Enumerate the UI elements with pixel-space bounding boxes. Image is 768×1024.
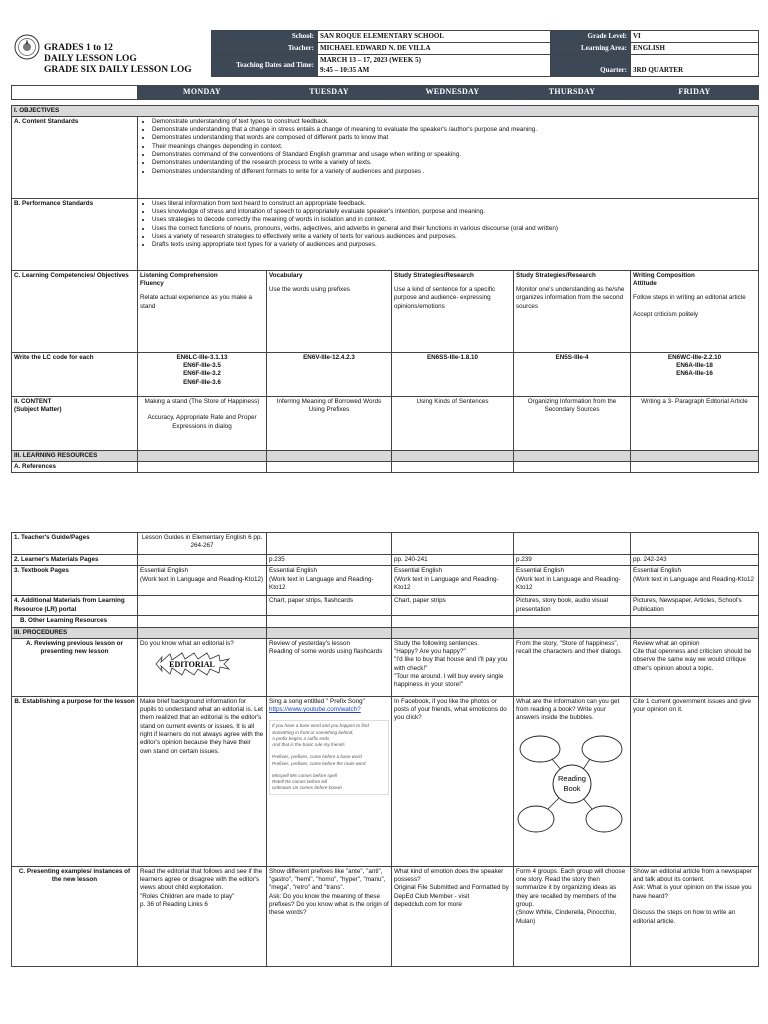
proc-b-label: B. Establishing a purpose for the lesson bbox=[12, 696, 138, 866]
textbook-label: 3. Textbook Pages bbox=[12, 566, 138, 596]
content-standard-item: • Demonstrates understanding that words are composed of different parts to know that bbox=[152, 134, 756, 142]
competency-title: Vocabulary bbox=[269, 271, 303, 279]
bubble-map-diagram bbox=[516, 727, 626, 839]
additional-materials-friday: Pictures, Newspaper, Articles, School's Publication bbox=[631, 596, 759, 616]
textbook-monday: Essential English (Work text in Language and Reading-Kto12) bbox=[138, 566, 267, 596]
proc-b-thursday-text: What are the information can you get from reading a book? Write your answers inside the bubbles. bbox=[516, 697, 620, 722]
proc-a-monday-text: Do you know what an editorial is? bbox=[140, 639, 234, 647]
content-item-monday: Making a stand (The Store of Happiness) Accuracy, Appropriate Rate and Proper Expressions in dialog bbox=[138, 396, 267, 450]
competency-body: Use a kind of sentence for a specific purpose and audience- expressing opinions/emotions bbox=[394, 286, 496, 310]
teacher-guide-friday bbox=[631, 533, 759, 555]
lc-code-label: Write the LC code for each bbox=[12, 352, 138, 396]
content-item-tuesday: Inferring Meaning of Borrowed Words Using Prefixes bbox=[267, 396, 392, 450]
references-label: A. References bbox=[12, 462, 138, 473]
textbook-wednesday: Essential English (Work text in Language and Reading-Kto12 bbox=[392, 566, 514, 596]
proc-b-tuesday-text: Sing a song entitled " Prefix Song" bbox=[269, 697, 365, 705]
title-line-3: GRADE SIX DAILY LESSON LOG bbox=[44, 65, 192, 75]
proc-a-label: A. Reviewing previous lesson or presenting new lesson bbox=[12, 638, 138, 696]
lesson-table-page2 bbox=[11, 532, 758, 967]
content-item-wednesday: Using Kinds of Sentences bbox=[392, 396, 514, 450]
competency-wednesday bbox=[392, 270, 514, 352]
area-label: Learning Area: bbox=[551, 43, 631, 55]
additional-materials-label: 4. Additional Materials from Learning Resource (LR) portal bbox=[12, 596, 138, 616]
additional-materials-tuesday: Chart, paper strips, flashcards bbox=[267, 596, 392, 616]
performance-standard-item: • Uses literal information from text heard to construct an appropriate feedback. bbox=[152, 200, 756, 208]
content-standard-item: • Demonstrate understanding that a change in stress entails a change of meaning to evaluate the speaker's /author's purpose and meaning. bbox=[152, 126, 756, 134]
competency-title: Study Strategies/Research bbox=[394, 271, 474, 279]
other-resources-label: B. Other Learning Resources bbox=[12, 616, 138, 627]
content-item-friday: Writing a 3- Paragraph Editorial Article bbox=[631, 396, 759, 450]
performance-standard-item: • Uses strategies to decode correctly the meaning of words in isolation and in context. bbox=[152, 216, 756, 224]
competencies-label: C. Learning Competencies/ Objectives bbox=[12, 270, 138, 352]
area-value: ENGLISH bbox=[631, 43, 759, 55]
learner-materials-label: 2. Learner's Materials Pages bbox=[12, 555, 138, 566]
day-wednesday: WEDNESDAY bbox=[392, 86, 514, 100]
learner-materials-wednesday: pp. 240-241 bbox=[392, 555, 514, 566]
proc-b-monday: Make brief background information for pupils to understand what an editorial is. Let them realized that an editorial is the editor's stand on current events or issues. It is all right if learners do not always agree with the editor's opinion because they have their own stand on certain issues. bbox=[138, 696, 267, 866]
content-standard-item: • Demonstrates command of the conventions of Standard English grammar and usage when writing or speaking. bbox=[152, 151, 756, 159]
bubble-bottom-left bbox=[518, 806, 554, 832]
header-info bbox=[211, 30, 758, 77]
additional-materials-thursday: Pictures, story book, audio visual presentation bbox=[514, 596, 631, 616]
content-standard-item: • Their meanings changes depending in context. bbox=[152, 143, 756, 151]
proc-c-friday: Show an editorial article from a newspaper and talk about its content. Ask: What is your opinion on the issue you have heard? Discuss the steps on how to write an editorial article. bbox=[631, 866, 759, 966]
competency-tuesday bbox=[267, 270, 392, 352]
proc-b-tuesday bbox=[267, 696, 392, 866]
title-line-1: GRADES 1 to 12 bbox=[44, 43, 113, 53]
bubble-top-left bbox=[520, 736, 560, 762]
teacher-guide-tuesday bbox=[267, 533, 392, 555]
learner-materials-thursday: p.239 bbox=[514, 555, 631, 566]
textbook-friday: Essential English (Work text in Language and Reading-Kto12 bbox=[631, 566, 759, 596]
lc-code-tuesday: EN6V-IIIe-12.4.2.3 bbox=[267, 352, 392, 396]
proc-b-thursday bbox=[514, 696, 631, 866]
time-value: 9:45 – 10:35 AM bbox=[320, 65, 370, 74]
performance-standards bbox=[138, 198, 759, 270]
learner-materials-tuesday: p.235 bbox=[267, 555, 392, 566]
teacher-guide-wednesday bbox=[392, 533, 514, 555]
proc-b-wednesday: In Facebook, if you like the photos or posts of your friends, what emoticons do you click? bbox=[392, 696, 514, 866]
proc-a-thursday: From the story, "Store of happiness", recall the characters and their dialogs bbox=[514, 638, 631, 696]
day-monday: MONDAY bbox=[138, 86, 267, 100]
content-item-thursday: Organizing Information from the Secondary Sources bbox=[514, 396, 631, 450]
performance-standard-item: • Drafts texts using appropriate text types for a variety of audiences and purposes. bbox=[152, 241, 756, 249]
bubble-center-line-2: Book bbox=[563, 783, 581, 793]
competency-title: Study Strategies/Research bbox=[516, 271, 596, 279]
proc-c-wednesday: What kind of emotion does the speaker possess? Original File Submitted and Formatted by DepEd Club Member - visit depedclub.com for more bbox=[392, 866, 514, 966]
competency-body: Relate actual experience as you make a stand bbox=[140, 294, 253, 310]
lc-code-friday: EN6WC-IIIe-2.2.10 EN6A-IIIe-18 EN6A-IIIe-16 bbox=[631, 352, 759, 396]
competency-body: Monitor one's understanding as he/she organizes information from the second sources bbox=[516, 286, 625, 310]
proc-a-wednesday: Study the following sentences. "Happy? Are you happy?" "I'd like to buy that house and I'll pay you with check!" "Tour me around. I will buy every single happiness in your store!" bbox=[392, 638, 514, 696]
competency-thursday bbox=[514, 270, 631, 352]
teacher-guide-thursday bbox=[514, 533, 631, 555]
proc-c-monday: Read the editorial that follows and see if the learners agree or disagree with the editor's views about child exploitation. "Roles Children are made to play" p. 36 of Reading Links 6 bbox=[138, 866, 267, 966]
additional-materials-monday bbox=[138, 596, 267, 616]
content-standard-item: • Demonstrates understanding of the research process to write a variety of texts. bbox=[152, 159, 756, 167]
title-block bbox=[44, 43, 192, 76]
day-tuesday: TUESDAY bbox=[267, 86, 392, 100]
school-label: School: bbox=[212, 31, 318, 43]
quarter-label: Quarter: bbox=[551, 55, 631, 77]
learner-materials-friday: pp. 242-243 bbox=[631, 555, 759, 566]
competency-title: Writing Composition Attitude bbox=[633, 271, 695, 288]
performance-standard-item: • Uses a variety of research strategies to effectively write a variety of texts for various audiences and purposes. bbox=[152, 233, 756, 241]
competency-body: Use the words using prefixes bbox=[269, 286, 350, 294]
teacher-value: MICHAEL EDWARD N. DE VILLA bbox=[318, 43, 551, 55]
proc-b-friday: Cite 1 current government issues and give your opinion on it. bbox=[631, 696, 759, 866]
textbook-thursday: Essential English (Work text in Language and Reading-Kto12 bbox=[514, 566, 631, 596]
content-standards-label: A. Content Standards bbox=[12, 116, 138, 198]
competency-monday bbox=[138, 270, 267, 352]
procedures-heading: III. PROCEDURES bbox=[12, 627, 138, 638]
grade-value: VI bbox=[631, 31, 759, 43]
bubble-top-right bbox=[582, 736, 622, 762]
competency-friday bbox=[631, 270, 759, 352]
competency-title: Listening Comprehension Fluency bbox=[140, 271, 218, 288]
learning-resources-heading: III. LEARNING RESOURCES bbox=[12, 450, 138, 461]
content-standard-item: • Demonstrate understanding of text types to construct feedback. bbox=[152, 118, 756, 126]
performance-standard-item: • Uses knowledge of stress and intonation of speech to appropriately evaluate speaker's intention, purpose and meaning. bbox=[152, 208, 756, 216]
additional-materials-wednesday: Chart, paper strips bbox=[392, 596, 514, 616]
dates-label: Teaching Dates and Time: bbox=[212, 55, 318, 77]
performance-standard-item: • Uses the correct functions of nouns, pronouns, verbs, adjectives, and adverbs in general and their functions in various discourse (oral and written) bbox=[152, 225, 756, 233]
textbook-tuesday: Essential English (Work text in Language and Reading-Kto12 bbox=[267, 566, 392, 596]
objectives-heading: I. OBJECTIVES bbox=[12, 105, 759, 116]
learner-materials-monday bbox=[138, 555, 267, 566]
prefix-song-lyrics: If you have a base word and you happen to find Something in front or something behind, A prefix begins a suffix ends And that is the basic rule my friends Prefixes, prefixes, come before a base word Prefixes, prefixes, come before the main word Misspell Mis comes before spell Retell Re comes before tell Unknown Un comes before known bbox=[269, 720, 389, 794]
editorial-burst-icon bbox=[152, 651, 232, 677]
teacher-guide-monday: Lesson Guides in Elementary English 6 pp. 264-267 bbox=[138, 533, 267, 555]
content-standards bbox=[138, 116, 759, 198]
quarter-value: 3RD QUARTER bbox=[631, 55, 759, 77]
bubble-center-line-1: Reading bbox=[558, 773, 586, 783]
teacher-label: Teacher: bbox=[212, 43, 318, 55]
content-label: II. CONTENT (Subject Matter) bbox=[12, 396, 138, 450]
teacher-guide-label: 1. Teacher's Guide/Pages bbox=[12, 533, 138, 555]
proc-a-friday: Review what an opinion Cite that openness and criticism should be observe the same way we would critique other's opinion about a topic. bbox=[631, 638, 759, 696]
lesson-table-page1 bbox=[11, 85, 758, 473]
day-friday: FRIDAY bbox=[631, 86, 759, 100]
editorial-word: EDITORIAL bbox=[169, 660, 215, 670]
grade-label: Grade Level: bbox=[551, 31, 631, 43]
lc-code-wednesday: EN6SS-IIIe-1.8.10 bbox=[392, 352, 514, 396]
title-line-2: DAILY LESSON LOG bbox=[44, 54, 137, 64]
proc-c-tuesday: Show different prefixes like "ante", "anti", "gastro", "hemi", "homo", "hyper", "manu", "mega", "retro" and "trans". Ask: Do you know the meaning of these prefixes? Do you know what is the origin of these words? bbox=[267, 866, 392, 966]
competency-body: Follow steps in writing an editorial article Accept criticism politely bbox=[633, 294, 746, 319]
day-header-row bbox=[12, 86, 759, 100]
prefix-song-link[interactable]: https://www.youtube.com/watch? bbox=[269, 706, 361, 714]
deped-seal-icon bbox=[14, 34, 40, 60]
school-value: SAN ROQUE ELEMENTARY SCHOOL bbox=[318, 31, 551, 43]
proc-c-label: C. Presenting examples/ instances of the new lesson bbox=[12, 866, 138, 966]
proc-c-thursday: Form 4 groups. Each group will choose one story. Read the story then summarize it by organizing ideas as they are recalled by members of the group. (Snow White, Cinderella, Pinocchio, Mulan) bbox=[514, 866, 631, 966]
lc-code-thursday: EN5S-IIIe-4 bbox=[514, 352, 631, 396]
bubble-bottom-right bbox=[586, 806, 622, 832]
lc-code-monday: EN6LC-IIIe-3.1.13 EN6F-IIIe-3.5 EN6F-IIIe-3.2 EN6F-IIIe-3.6 bbox=[138, 352, 267, 396]
proc-a-tuesday: Review of yesterday's lesson Reading of some words using flashcards bbox=[267, 638, 392, 696]
dates-value: MARCH 13 – 17, 2023 (WEEK 5) bbox=[320, 56, 421, 65]
day-thursday: THURSDAY bbox=[514, 86, 631, 100]
proc-a-monday bbox=[138, 638, 267, 696]
content-standard-item: • Demonstrates understanding of different formats to write for a variety of audiences and purposes . bbox=[152, 168, 756, 176]
performance-standards-label: B. Performance Standards bbox=[12, 198, 138, 270]
